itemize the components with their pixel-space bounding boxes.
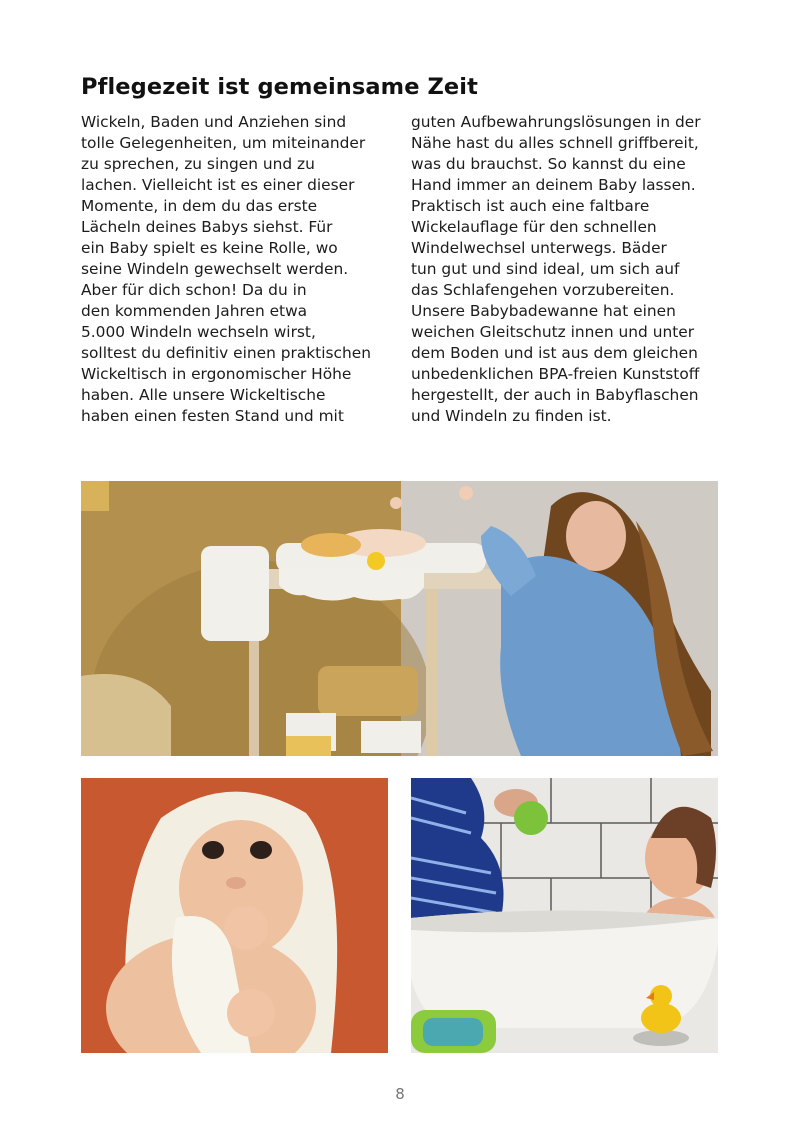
text-line: Nähe hast du alles schnell griffbereit, — [411, 134, 699, 152]
toddler-bathtub-photo — [411, 778, 718, 1053]
text-line: 5.000 Windeln wechseln wirst, — [81, 323, 316, 341]
body-text-left-column — [81, 112, 393, 427]
text-line: Hand immer an deinem Baby lassen. — [411, 176, 696, 194]
text-line: das Schlafengehen vorzubereiten. — [411, 281, 675, 299]
text-line: zu sprechen, zu singen und zu — [81, 155, 315, 173]
page-title: Pflegezeit ist gemeinsame Zeit — [81, 74, 478, 100]
text-line: tolle Gelegenheiten, um miteinander — [81, 134, 366, 152]
text-line: dem Boden und ist aus dem gleichen — [411, 344, 698, 362]
text-line: Aber für dich schon! Da du in — [81, 281, 307, 299]
text-line: solltest du definitiv einen praktischen — [81, 344, 371, 362]
body-text-right-column — [411, 112, 723, 427]
text-line: Praktisch ist auch eine faltbare — [411, 197, 650, 215]
text-line: unbedenklichen BPA-freien Kunststoff — [411, 365, 700, 383]
text-line: Wickelauflage für den schnellen — [411, 218, 657, 236]
baby-hooded-towel-photo — [81, 778, 388, 1053]
text-line: hergestellt, der auch in Babyflaschen — [411, 386, 699, 404]
text-line: was du brauchst. So kannst du eine — [411, 155, 686, 173]
text-line: weichen Gleitschutz innen und unter — [411, 323, 695, 341]
text-line: lachen. Vielleicht ist es einer dieser — [81, 176, 355, 194]
text-line: Lächeln deines Babys siehst. Für — [81, 218, 333, 236]
text-line: haben einen festen Stand und mit — [81, 407, 344, 425]
text-line: Wickeln, Baden und Anziehen sind — [81, 113, 347, 131]
text-line: Windelwechsel unterwegs. Bäder — [411, 239, 667, 257]
changing-table-photo — [81, 481, 718, 756]
text-line: Wickeltisch in ergonomischer Höhe — [81, 365, 352, 383]
text-line: ein Baby spielt es keine Rolle, wo — [81, 239, 338, 257]
text-line: seine Windeln gewechselt werden. — [81, 260, 349, 278]
text-line: und Windeln zu finden ist. — [411, 407, 612, 425]
text-line: Unsere Babybadewanne hat einen — [411, 302, 676, 320]
text-line: haben. Alle unsere Wickeltische — [81, 386, 326, 404]
text-line: den kommenden Jahren etwa — [81, 302, 308, 320]
text-line: Momente, in dem du das erste — [81, 197, 318, 215]
text-line: guten Aufbewahrungslösungen in der — [411, 113, 701, 131]
text-line: tun gut und sind ideal, um sich auf — [411, 260, 680, 278]
page-number: 8 — [395, 1085, 405, 1103]
